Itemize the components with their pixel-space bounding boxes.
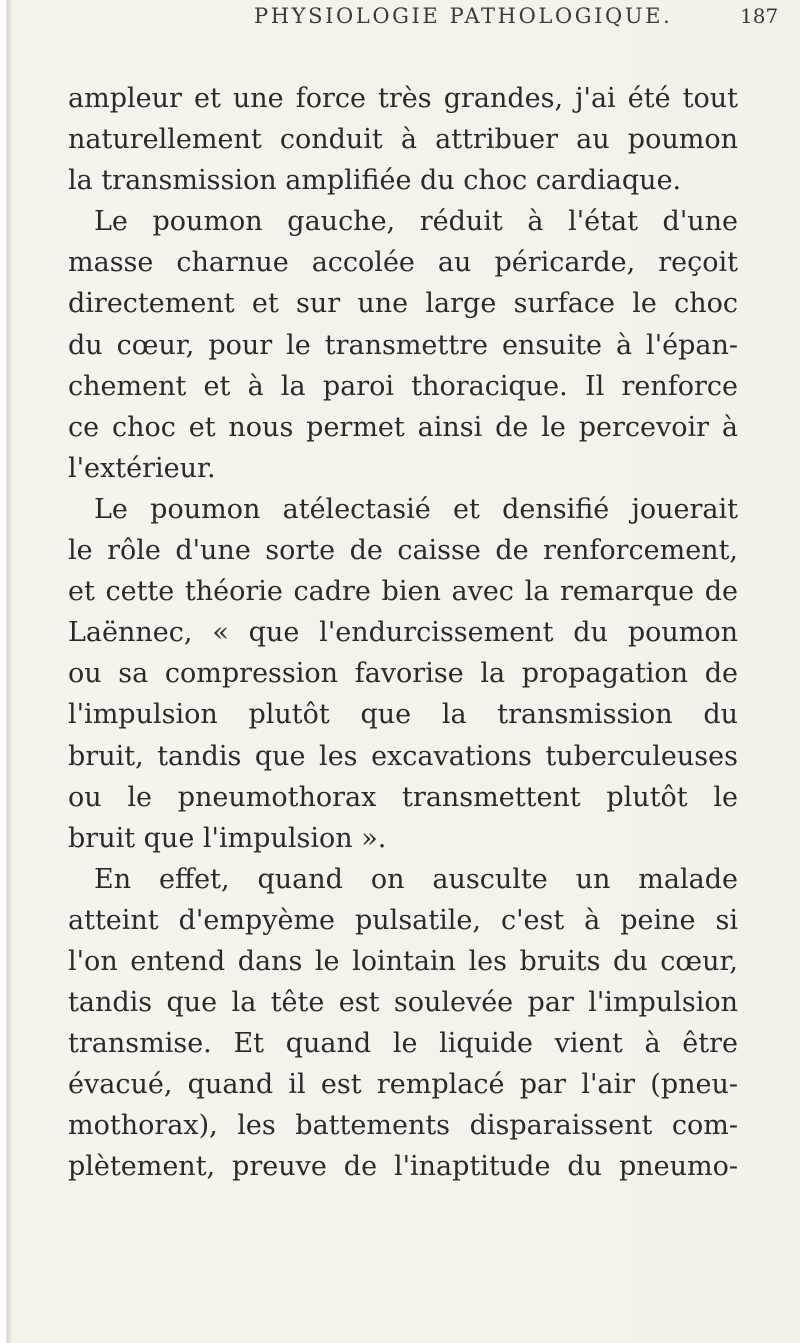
text-line: plètement, preuve de l'inaptitude du pneumo- bbox=[68, 1151, 738, 1183]
text-line: masse charnue accolée au péricarde, reçoit bbox=[68, 247, 738, 279]
text-line: l'extérieur. bbox=[68, 452, 216, 484]
text-line: directement et sur une large surface le choc bbox=[68, 288, 738, 320]
text-line: ou le pneumothorax transmettent plutôt le bbox=[68, 781, 738, 813]
page-header bbox=[0, 2, 800, 32]
text-line: ampleur et une force très grandes, j'ai été tout bbox=[68, 83, 738, 114]
page-number: 187 bbox=[740, 4, 779, 28]
text-line: Laënnec, « que l'endurcissement du poumon bbox=[68, 617, 738, 649]
running-title: PHYSIOLOGIE PATHOLOGIQUE. bbox=[254, 4, 673, 28]
text-line: la transmission amplifiée du choc cardiaque. bbox=[68, 165, 682, 197]
text-line: En effet, quand on ausculte un malade bbox=[94, 863, 738, 895]
text-line: bruit, tandis que les excavations tuberculeuses bbox=[68, 740, 738, 772]
text-line: mothorax), les battements disparaissent com- bbox=[68, 1110, 738, 1142]
text-line: ce choc et nous permet ainsi de le percevoir à bbox=[68, 411, 738, 443]
text-line: évacué, quand il est remplacé par l'air (pneu- bbox=[68, 1069, 738, 1101]
text-line: Le poumon gauche, réduit à l'état d'une bbox=[94, 206, 738, 238]
text-line: et cette théorie cadre bien avec la remarque de bbox=[68, 576, 738, 608]
text-line: du cœur, pour le transmettre ensuite à l'épan- bbox=[68, 329, 738, 361]
text-line: atteint d'empyème pulsatile, c'est à peine si bbox=[68, 904, 738, 936]
text-line: l'on entend dans le lointain les bruits du cœur, bbox=[68, 945, 738, 977]
text-line: Le poumon atélectasié et densifié jouerait bbox=[94, 493, 738, 525]
text-line: naturellement conduit à attribuer au poumon bbox=[68, 124, 738, 156]
text-line: transmise. Et quand le liquide vient à être bbox=[68, 1028, 738, 1060]
text-line: tandis que la tête est soulevée par l'impulsion bbox=[68, 987, 738, 1019]
text-line: l'impulsion plutôt que la transmission du bbox=[68, 699, 738, 731]
text-line: bruit que l'impulsion ». bbox=[68, 822, 387, 854]
text-line: chement et à la paroi thoracique. Il renforce bbox=[68, 370, 738, 402]
text-line: ou sa compression favorise la propagation de bbox=[68, 658, 738, 690]
body-text bbox=[68, 78, 738, 1188]
text-line: le rôle d'une sorte de caisse de renforcement, bbox=[68, 535, 738, 567]
